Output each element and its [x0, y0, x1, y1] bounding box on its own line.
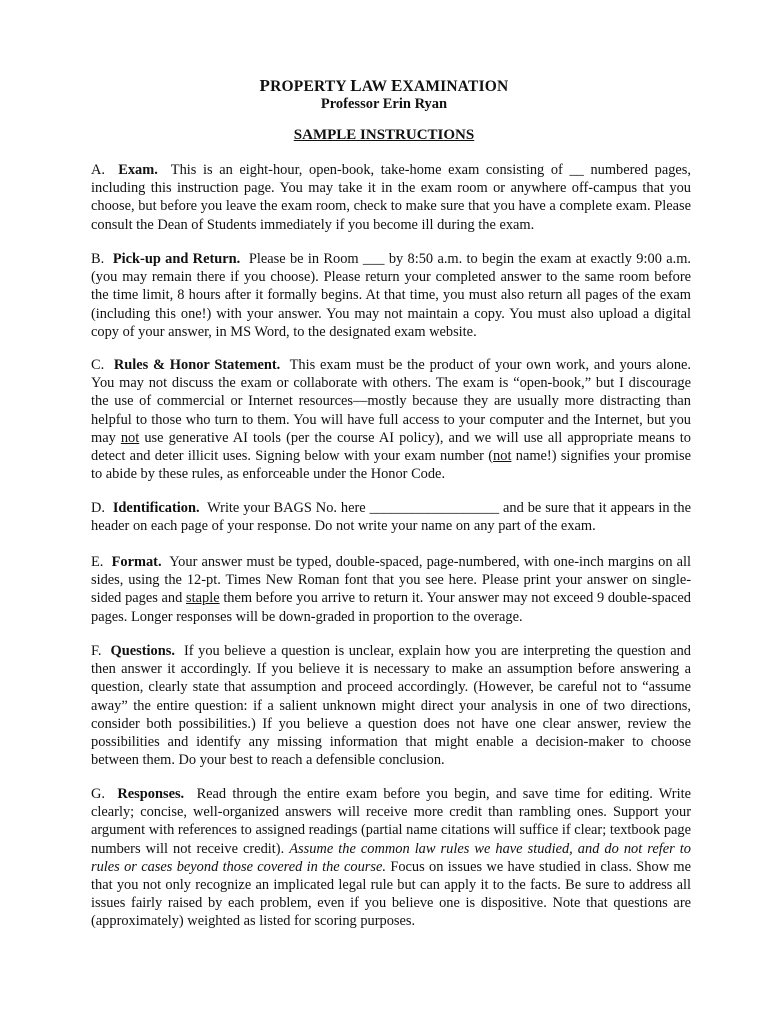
section-f-questions: [91, 642, 691, 769]
section-a-label: A.: [91, 162, 105, 178]
section-c-emphasis-2: not: [493, 448, 512, 465]
title-part-3: XAMINATION: [402, 78, 509, 95]
section-c-label: C.: [91, 357, 105, 373]
section-d-label: D.: [91, 500, 105, 516]
section-b-text: Please be in Room ___ by 8:50 a.m. to begin the exam at exactly 9:00 a.m. (you may remain there if you choose). Please return your completed answer to the same room before the time limit, 8 hours after it formally begins. At that time, you must also return all pages of the exam (including this one!) with your answer. You may not maintain a copy. You must also upload a digital copy of your answer, in MS Word, to the designated exam website.: [91, 251, 691, 340]
section-a-heading: Exam.: [118, 162, 158, 178]
section-e-label: E.: [91, 554, 104, 570]
section-f-heading: Questions.: [110, 643, 175, 659]
section-e-heading: Format.: [111, 554, 162, 570]
section-g-label: G.: [91, 786, 105, 802]
bags-number-blank: __________________: [369, 500, 500, 516]
section-e-emphasis: staple: [186, 590, 220, 607]
section-g-responses: [91, 785, 691, 931]
section-c-text-2: use generative AI tools (per the course AI policy), and we will use all appropriate means to detect and deter illicit uses. Signing below with your exam number (: [91, 429, 691, 465]
section-b-label: B.: [91, 251, 105, 267]
section-g-heading: Responses.: [117, 786, 185, 802]
section-c-emphasis-1: not: [120, 429, 140, 446]
section-b-heading: Pick-up and Return.: [112, 251, 241, 267]
section-g-italic-note: Assume the common law rules we have studied, and do not refer to rules or cases beyond those covered in the course.: [91, 840, 691, 875]
section-c-heading: Rules & Honor Statement.: [113, 357, 281, 373]
section-f-label: F.: [91, 643, 102, 659]
section-e-text-1: Your answer must be typed, double-spaced, page-numbered, with one-inch margins on all sides, using the 12-pt. Times New Roman font that you see here. Please print your answer on single-sided pages and: [91, 554, 691, 607]
section-e-text-2: them before you arrive to return it. Your answer may not exceed 9 double-spaced pages. Longer responses will be down-graded in proportion to the overage.: [91, 590, 691, 625]
title-part-2: AW: [361, 78, 391, 95]
section-g-text-2: Focus on issues we have studied in class. Show me that you not only recognize an implicated legal rule but can apply it to the facts. Be sure to address all issues fairly raised by each problem, even if you believe one is dispositive. Note that questions are (approximately) weighted as listed for scoring purposes.: [91, 858, 691, 930]
section-d-text-2: and be sure that it appears in the header on each page of your response. Do not write your name on any part of the exam.: [91, 500, 692, 535]
section-d-heading: Identification.: [112, 500, 200, 516]
title-letter-2: L: [350, 76, 362, 95]
section-e-format: [91, 553, 691, 626]
title-letter-1: P: [259, 76, 271, 95]
title-part-1: ROPERTY: [270, 78, 351, 95]
section-d-identification: [91, 499, 691, 535]
section-d-text-1: Write your BAGS No. here: [207, 500, 366, 516]
section-b-pickup-return: [91, 250, 691, 341]
document-title: [0, 76, 768, 96]
instructions-heading: SAMPLE INSTRUCTIONS: [293, 127, 475, 143]
section-a-exam: [91, 161, 691, 234]
section-g-text-1: Read through the entire exam before you begin, and save time for editing. Write clearly; concise, well-organized answers will receive more credit than rambling ones. Support your argument with references to assigned readings (partial name citations will suffice if clear; textbook page numbers will not receive credit).: [91, 786, 691, 857]
section-c-text-1: This exam must be the product of your own work, and yours alone. You may not discuss the exam or collaborate with others. The exam is “open-book,” but I discourage the use of commercial or Internet resources—mostly because they are usually more distracting than helpful to those who turn to them. You will have full access to your computer and the Internet, but you may: [91, 357, 692, 446]
professor-name: Professor Erin Ryan: [320, 96, 448, 112]
title-letter-3: E: [391, 76, 403, 95]
section-c-text-3: name!) signifies your promise to abide by these rules, as enforceable under the Honor Code.: [91, 448, 691, 483]
section-f-text: If you believe a question is unclear, explain how you are interpreting the question and then answer it accordingly. If you believe it is necessary to make an assumption before answering a question, clearly state that assumption and proceed accordingly. (However, be careful not to “assume away” the entire question: if a salient unknown might direct your analysis in one of two directions, consider both possibilities.) If you believe a question does not have one clear answer, review the possibilities and identify any missing information that might enable a decision-maker to choose between them. Do your best to reach a defensible conclusion.: [91, 643, 691, 769]
section-c-rules-honor: [91, 356, 691, 483]
section-a-text: This is an eight-hour, open-book, take-home exam consisting of __ numbered pages, including this instruction page. You may take it in the exam room or anywhere off-campus that you choose, but before you leave the exam room, check to make sure that you have a complete exam. Please consult the Dean of Students immediately if you become ill during the exam.: [91, 162, 691, 233]
